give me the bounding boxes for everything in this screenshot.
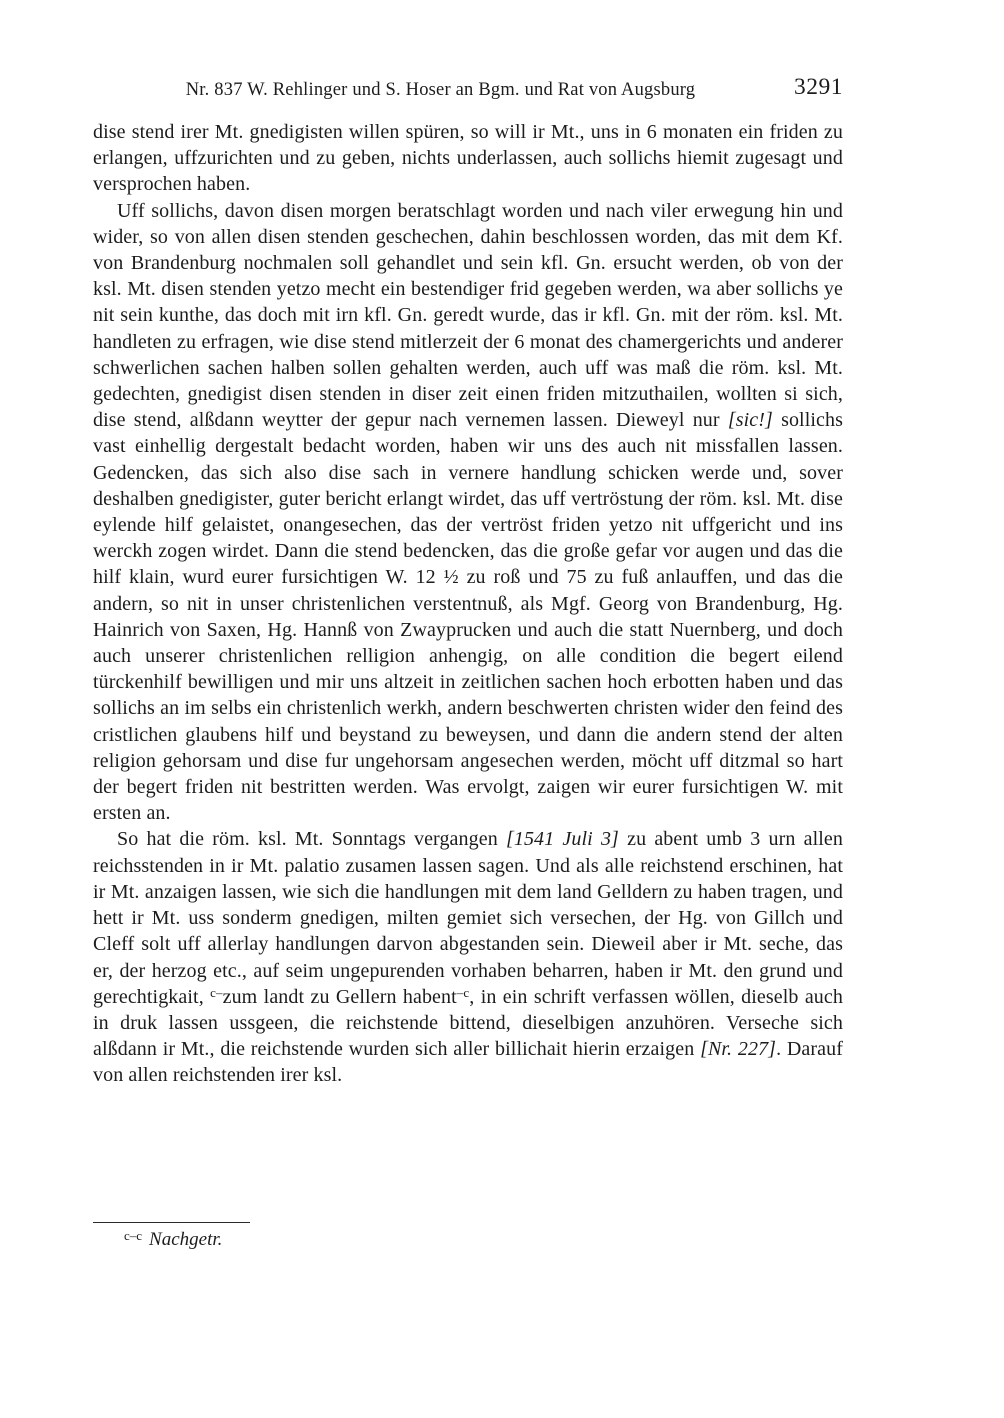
footnote-marker: c–c: [124, 1228, 143, 1243]
italic-text: [Nr. 227]: [700, 1038, 777, 1061]
annotation-marker: c–: [210, 984, 223, 1000]
header-title: Nr. 837 W. Rehlinger und S. Hoser an Bgm. und Rat von Augsburg: [185, 80, 696, 100]
annotation-marker: –c: [456, 984, 470, 1000]
italic-text: [1541 Juli 3]: [505, 828, 619, 851]
italic-text: [sic!]: [727, 409, 773, 432]
footnote-section: [93, 1222, 843, 1252]
body-text: [93, 119, 843, 1089]
footnote-divider: [93, 1222, 250, 1223]
footnote: [93, 1228, 843, 1252]
paragraph: dise stend irer Mt. gnedigisten willen spüren, so will ir Mt., uns in 6 monaten ein friden zu erlangen, uffzurichten und zu geben, nichts underlassen, auch sollichs hiemit zugesagt und versprochen haben.: [93, 121, 843, 196]
footnote-text: Nachgetr.: [149, 1229, 223, 1250]
paragraph: So hat die röm. ksl. Mt. Sonntags vergangen [1541 Juli 3] zu abent umb 3 urn allen reichsstenden in ir Mt. palatio zusamen lassen sagen. Und als alle reichstend erschinen, hat ir Mt. anzaigen lassen, wie sich die handlungen mit dem land Gelldern zu haben tragen, und hett ir Mt. uss sonderm gnedigen, milten gemiet sich versechen, der Hg. von Gillch und Cleff solt uff allerlay handlungen darvon abgestanden sein. Dieweil aber ir Mt. seche, das er, der herzog etc., auf seim ungepurenden vorhaben beharren, haben ir Mt. den grund und gerechtigkait, $^{c-}$zum landt zu Gellern habent$^{-c}$, in ein schrift verfassen wöllen, dieselb auch in druk lassen ussgeen, die reichstende bittend, dieselbigen anzuhören. Verseche sich alßdann ir Mt., die reichstende wurden sich aller billichait hierin erzaigen [Nr. 227]. Darauf von allen reichstenden irer ksl.: [93, 828, 844, 1087]
page-number: 3291: [794, 74, 843, 100]
paragraph: Uff sollichs, davon disen morgen beratschlagt worden und nach viler erwegung hin und wider, so von allen disen stenden geschechen, dahin beschlossen worden, das mit dem Kf. von Brandenburg nochmalen soll gehandlet und sein kfl. Gn. ersucht werden, ob von der ksl. Mt. disen stenden yetzo mecht ein bestendiger frid gegeben werden, wa aber sollichs ye nit sein kunthe, das doch mit irn kfl. Gn. geredt wurde, das ir kfl. Gn. mit der röm. ksl. Mt. handleten zu erfragen, wie dise stend mitlerzeit der 6 monat des chamergerichts und anderer schwerlichen sachen halben sollen gehalten werden, auch uff was maß die röm. ksl. Mt. gedechten, gnedigist disen stenden in diser zeit einen friden mitzuthailen, wollten si sich, dise stend, alßdann weytter der gepur nach vernemen lassen. Dieweyl nur [sic!] sollichs vast einhellig dergestalt bedacht worden, haben wir uns des auch nit missfallen lassen. Gedencken, das sich also dise sach in vernere handlung schicken werde und, sover deshalben gnedigister, guter bericht erlangt wirdet, das uff vertröstung der röm. ksl. Mt. dise eylende hilf gelaistet, onangesechen, das der vertröst friden yetzo nit uffgericht und ins werckh zogen wirdet. Dann die stend bedencken, das die große gefar vor augen und das die hilf klain, wurd eurer fursichtigen W. 12 ½ zu roß und 75 zu fuß anlauffen, und das die andern, so nit in unser christenlichen verstentnuß, als Mgf. Georg von Brandenburg, Hg. Hainrich von Saxen, Hg. Hannß von Zwayprucken und auch die statt Nuernberg, und doch auch unserer christenlichen relligion anhengig, on alle condition die begert eilend türckenhilf bewilligen und mir uns altzeit in zeitlichen sachen hoch erbotten haben und das sollichs an im selbs ein christenlich werkh, andern beschwerten christen wider den feind des cristlichen glaubens hilf und beystand zu beweysen, und dann die andern stend der alten religion gehorsam und dise fur ungehorsam angesechen werden, möcht uff ditzmal so hart der begert friden nit bestritten werden. Was ervolgt, zaigen wir eurer fursichtigen W. mit ersten an.: [93, 199, 843, 825]
running-header: [93, 76, 843, 106]
